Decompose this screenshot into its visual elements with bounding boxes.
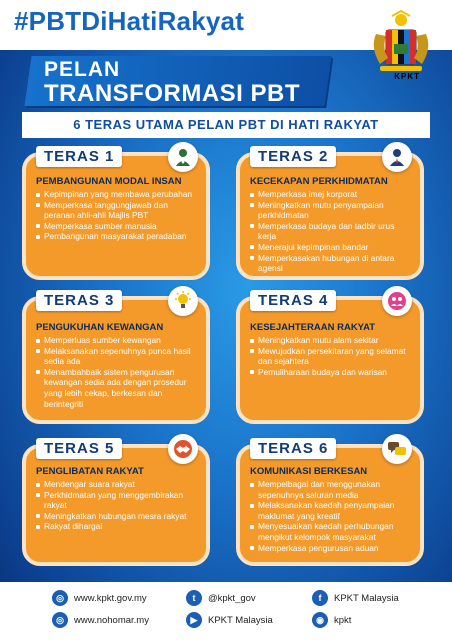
- footer-facebook[interactable]: [312, 590, 399, 606]
- teras-3-label: TERAS 3: [36, 290, 122, 311]
- teras-2-heading: KECEKAPAN PERKHIDMATAN: [250, 176, 388, 187]
- footer-youtube-text: KPKT Malaysia: [208, 614, 273, 626]
- teras-3-card: [22, 292, 210, 424]
- list-item: Meningkatkan hubungan mesra rakyat: [36, 511, 198, 522]
- teras-6-heading: KOMUNIKASI BERKESAN: [250, 466, 368, 477]
- list-item: Kepimpinan yang membawa perubahan: [36, 189, 198, 200]
- list-item: Menerajui kepimpinan bandar: [250, 242, 412, 253]
- teras-2-list: [250, 189, 412, 274]
- footer-youtube[interactable]: [186, 612, 273, 628]
- list-item: Melaksanakan kaedah penyampaian maklumat yang kreatif: [250, 500, 412, 521]
- list-item: Memperkasa budaya dan tadbir urus kerja: [250, 221, 412, 242]
- community-icon: [382, 286, 412, 316]
- list-item: Menyesuaikan kaedah perhubungan mengikut kelompok masyarakat: [250, 521, 412, 542]
- list-item: Perkhidmatan yang menggembirakan rakyat: [36, 490, 198, 511]
- list-item: Memperkasa imej korporat: [250, 189, 412, 200]
- list-item: Memperkasakan hubungan di antara agensi: [250, 253, 412, 274]
- title-line2: TRANSFORMASI PBT: [44, 80, 300, 107]
- crest-label: KPKT: [394, 72, 420, 81]
- teras-4-label: TERAS 4: [250, 290, 336, 311]
- teras-5-heading: PENGLIBATAN RAKYAT: [36, 466, 144, 477]
- hashtag-title: #PBTDiHatiRakyat: [14, 6, 245, 36]
- footer-twitter-text: @kpkt_gov: [208, 592, 256, 604]
- officer-icon: [382, 142, 412, 172]
- teras-4-card: [236, 292, 424, 424]
- footer: [0, 582, 452, 640]
- footer-twitter[interactable]: [186, 590, 256, 606]
- teras-1-card: [22, 148, 210, 280]
- teras-4-list: [250, 335, 412, 377]
- list-item: Melaksanakan sepenuhnya punca hasil sedia ada: [36, 346, 198, 367]
- footer-web1[interactable]: [52, 590, 147, 606]
- list-item: Meningkatkan mutu alam sekitar: [250, 335, 412, 346]
- instagram-icon: ◉: [312, 612, 328, 628]
- footer-instagram-text: kpkt: [334, 614, 352, 626]
- footer-web1-text: www.kpkt.gov.my: [74, 592, 147, 604]
- lightbulb-icon: [168, 286, 198, 316]
- list-item: Mempelbagai dan menggunakan sepenuhnya saluran media: [250, 479, 412, 500]
- teras-2-label: TERAS 2: [250, 146, 336, 167]
- footer-facebook-text: KPKT Malaysia: [334, 592, 399, 604]
- teras-5-list: [36, 479, 198, 532]
- globe-icon: ◎: [52, 590, 68, 606]
- teras-6-list: [250, 479, 412, 553]
- teras-5-label: TERAS 5: [36, 438, 122, 459]
- list-item: Memperluas sumber kewangan: [36, 335, 198, 346]
- teras-6-card: [236, 440, 424, 566]
- list-item: Pemuliharaan budaya dan warisan: [250, 367, 412, 378]
- list-item: Rakyat dihargai: [36, 521, 198, 532]
- globe-icon: ◎: [52, 612, 68, 628]
- handshake-icon: [168, 434, 198, 464]
- teras-4-heading: KESEJAHTERAAN RAKYAT: [250, 322, 376, 333]
- list-item: Mewujudkan persekitaran yang selamat dan sejahtera: [250, 346, 412, 367]
- teras-5-card: [22, 440, 210, 566]
- list-item: Memperkasa tanggungjawab dan peranan ahli-ahli Majlis PBT: [36, 200, 198, 221]
- footer-instagram[interactable]: [312, 612, 351, 628]
- subtitle: 6 TERAS UTAMA PELAN PBT DI HATI RAKYAT: [73, 117, 379, 132]
- person-tie-icon: [168, 142, 198, 172]
- teras-3-heading: PENGUKUHAN KEWANGAN: [36, 322, 164, 333]
- teras-1-label: TERAS 1: [36, 146, 122, 167]
- footer-web2[interactable]: [52, 612, 149, 628]
- list-item: Pembangunan masyarakat peradaban: [36, 231, 198, 242]
- list-item: Mendengar suara rakyat: [36, 479, 198, 490]
- list-item: Memperkasa sumber manusia: [36, 221, 198, 232]
- chat-bubbles-icon: [382, 434, 412, 464]
- list-item: Memperkasa pengurusan aduan: [250, 543, 412, 554]
- facebook-icon: f: [312, 590, 328, 606]
- teras-6-label: TERAS 6: [250, 438, 336, 459]
- footer-web2-text: www.nohomar.my: [74, 614, 149, 626]
- twitter-icon: t: [186, 590, 202, 606]
- youtube-icon: ▶: [186, 612, 202, 628]
- teras-3-list: [36, 335, 198, 409]
- title-line1: PELAN: [44, 58, 121, 81]
- teras-1-heading: PEMBANGUNAN MODAL INSAN: [36, 176, 182, 187]
- teras-1-list: [36, 189, 198, 242]
- list-item: Meningkatkan mutu penyampaian perkhidmatan: [250, 200, 412, 221]
- list-item: Menambahbaik sistem pengurusan kewangan sedia ada dengan prosedur yang lebih cekap, berkesan dan berintegriti: [36, 367, 198, 409]
- teras-2-card: [236, 148, 424, 280]
